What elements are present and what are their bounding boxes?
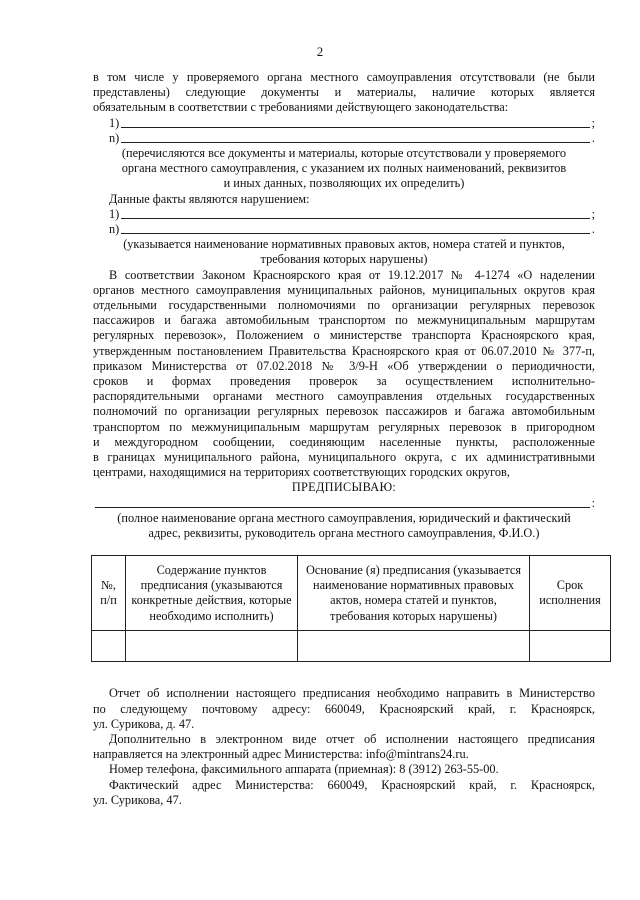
page-number: 2 bbox=[316, 44, 324, 59]
violations-intro: Данные факты являются нарушением: bbox=[109, 191, 310, 206]
phone-line: Номер телефона, факсимильного аппарата (приемная): 8 (3912) 263-55-00. bbox=[109, 762, 499, 777]
basis-line: пассажиров и багажа автомобильным транспортом по межмуниципальным маршрутам bbox=[93, 313, 595, 328]
blank-line bbox=[121, 233, 590, 234]
header-content: Содержание пунктов предписания (указываются конкретные действия, которые необходимо исполнить) bbox=[126, 556, 298, 631]
basis-line: в границах муниципального района, муниципального округа, с их административными bbox=[93, 450, 595, 465]
table-cell bbox=[530, 631, 611, 662]
blank-line bbox=[95, 507, 590, 508]
basis-line: отдельными государственными полномочиями по организации регулярных перевозок bbox=[93, 298, 595, 313]
basis-line: полномочий по организации регулярных перевозок пассажиров и багажа автомобильным bbox=[93, 404, 595, 419]
violations-note: (указывается наименование нормативных правовых актов, номера статей и пунктов, bbox=[123, 237, 565, 252]
intro-line: представлены) следующие документы и материалы, наличие которых является bbox=[93, 85, 595, 100]
basis-line: распорядительными органами местного самоуправления отдельных государственных bbox=[93, 389, 595, 404]
basis-line: В соответствии Законом Красноярского края от 19.12.2017 № 4-1274 «О наделении bbox=[109, 267, 595, 282]
table-cell bbox=[92, 631, 126, 662]
intro-line: в том числе у проверяемого органа местного самоуправления отсутствовали (не были bbox=[93, 70, 595, 84]
prescription-table bbox=[91, 555, 611, 662]
address-line: ул. Сурикова, 47. bbox=[93, 792, 182, 807]
table-cell bbox=[298, 631, 530, 662]
blank-line bbox=[121, 142, 590, 143]
address-line: Фактический адрес Министерства: 660049, Красноярский край, г. Красноярск, bbox=[109, 777, 595, 792]
prescribe-heading: ПРЕДПИСЫВАЮ: bbox=[291, 480, 397, 495]
basis-line: приказом Министерства от 07.02.2018 № 3/9-Н «Об утверждении о периодичности, bbox=[93, 358, 595, 373]
intro-line: обязательным в соответствии с требованиями действующего законодательства: bbox=[93, 100, 509, 115]
basis-line: утвержденным постановлением Правительства Красноярского края от 06.07.2010 № 377-п, bbox=[93, 343, 595, 358]
report-line: ул. Сурикова, д. 47. bbox=[93, 716, 195, 731]
report-line: по следующему почтовому адресу: 660049, Красноярский край, г. Красноярск, bbox=[93, 701, 595, 716]
table-cell bbox=[126, 631, 298, 662]
header-number: №, п/п bbox=[92, 556, 126, 631]
blank-line bbox=[121, 127, 589, 128]
document-body bbox=[93, 70, 601, 808]
report-line: Отчет об исполнении настоящего предписания необходимо направить в Министерство bbox=[109, 686, 595, 701]
electronic-line: Дополнительно в электронном виде отчет об исполнении настоящего предписания bbox=[109, 731, 595, 746]
basis-line: центрами, находящимися на территориях соответствующих городских округов, bbox=[93, 465, 510, 480]
basis-line: и междугородном сообщении, соединяющим населенные пункты, расположенные bbox=[93, 434, 595, 449]
basis-line: органов местного самоуправления муниципальных районов, муниципальных округов края bbox=[93, 282, 595, 297]
blank-line bbox=[121, 218, 589, 219]
docs-note: и иных данных, позволяющих их определить) bbox=[223, 176, 465, 191]
violation-item-1: 1) ; bbox=[109, 206, 595, 221]
docs-note: органа местного самоуправления, с указанием их полных наименований, реквизитов bbox=[121, 161, 567, 176]
basis-line: транспортом по межмуниципальным маршрутам регулярных перевозок в пригородном bbox=[93, 419, 595, 434]
addressee-note: адрес, реквизиты, руководитель органа местного самоуправления, Ф.И.О.) bbox=[148, 526, 540, 541]
addressee-line: : bbox=[93, 496, 595, 511]
header-deadline: Срок исполнения bbox=[530, 556, 611, 631]
table-row bbox=[92, 631, 611, 662]
addressee-note: (полное наименование органа местного самоуправления, юридический и фактический bbox=[117, 510, 571, 525]
violation-item-n: n) . bbox=[109, 222, 595, 237]
violations-note: требования которых нарушены) bbox=[260, 252, 428, 267]
docs-item-1: 1) ; bbox=[109, 115, 595, 130]
docs-item-n: n) . bbox=[109, 130, 595, 145]
basis-line: регулярных перевозок», Положением о министерстве транспорта Красноярского края, bbox=[93, 328, 595, 343]
docs-note: (перечисляются все документы и материалы, которые отсутствовали у проверяемого bbox=[121, 146, 567, 161]
basis-line: сроков и формах проведения проверок за осуществлением исполнительно- bbox=[93, 374, 595, 389]
table-header-row bbox=[92, 556, 611, 631]
electronic-line: направляется на электронный адрес Министерства: info@mintrans24.ru. bbox=[93, 747, 469, 762]
header-basis: Основание (я) предписания (указывается наименование нормативных правовых актов, номера статей и пунктов, требования которых нарушены) bbox=[298, 556, 530, 631]
